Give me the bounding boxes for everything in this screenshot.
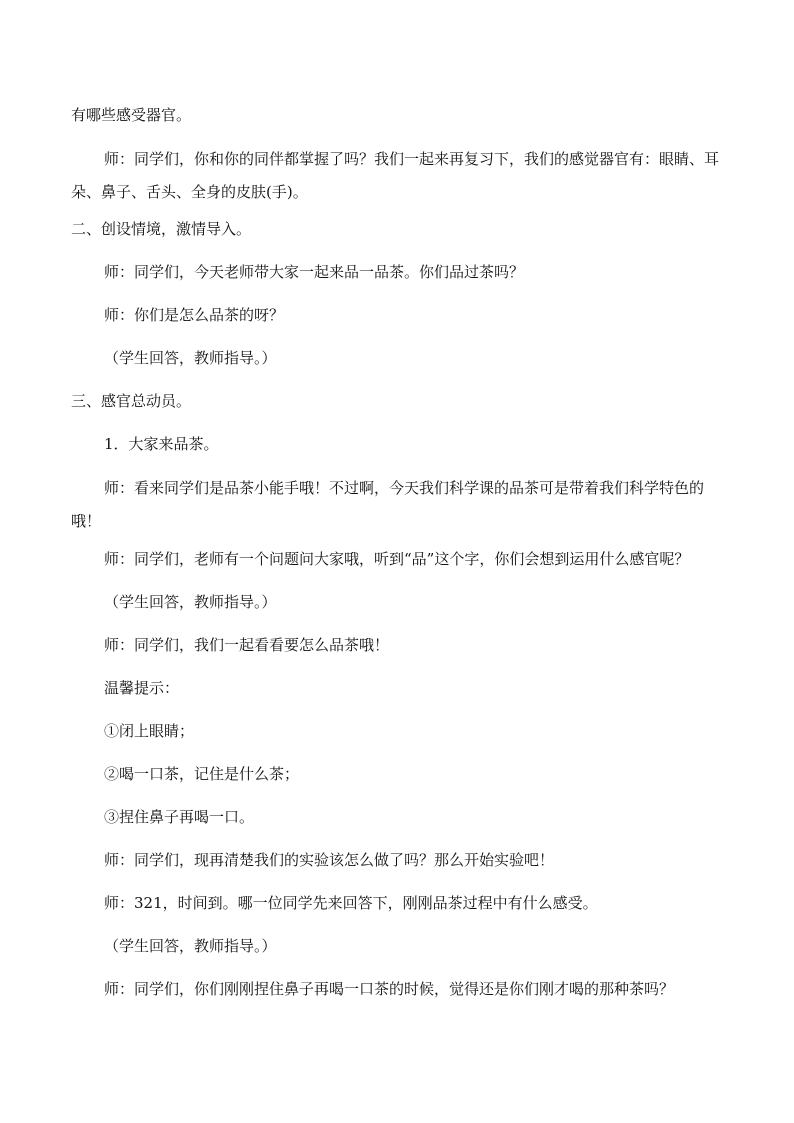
- text-line-19: （学生回答，教师指导。）: [104, 937, 277, 955]
- text-line-6: （学生回答，教师指导。）: [104, 349, 277, 367]
- text-line-5: 师：你们是怎么品茶的呀？: [104, 306, 285, 324]
- subsection-heading-1: 1．大家来品茶。: [104, 435, 219, 453]
- paragraph-tea-science: 师：看来同学们是品茶小能手哦！不过啊，今天我们科学课的品茶可是带着我们科学特色的哦！: [71, 479, 705, 530]
- text-line-4: 师：同学们，今天老师带大家一起来品一品茶。你们品过茶吗？: [104, 263, 525, 281]
- tip-item-1: ①闭上眼睛；: [104, 722, 195, 740]
- text-line-20: 师：同学们，你们刚刚捏住鼻子再喝一口茶的时候，觉得还是你们刚才喝的那种茶吗？: [104, 980, 675, 998]
- text-line-11: （学生回答，教师指导。）: [104, 593, 277, 611]
- text-line-1: 有哪些感受器官。: [71, 106, 192, 124]
- text-line-12: 师：同学们，我们一起看看要怎么品茶哦！: [104, 636, 390, 654]
- text-line-13: 温馨提示：: [104, 679, 180, 697]
- text-line-18: 师：321，时间到。哪一位同学先来回答下，刚刚品茶过程中有什么感受。: [104, 894, 598, 912]
- paragraph-review-senses: 师：同学们，你和你的同伴都掌握了吗？我们一起来再复习下，我们的感觉器官有：眼睛、耳朵、鼻子、舌头、全身的皮肤(手)。: [71, 150, 720, 201]
- section-heading-2: 二、创设情境，激情导入。: [71, 220, 252, 238]
- tip-item-2: ②喝一口茶，记住是什么茶；: [104, 765, 300, 783]
- section-heading-3: 三、感官总动员。: [71, 392, 192, 410]
- text-line-10: 师：同学们，老师有一个问题问大家哦，听到“品”这个字，你们会想到运用什么感官呢？: [104, 550, 690, 568]
- tip-item-3: ③捏住鼻子再喝一口。: [104, 808, 255, 826]
- text-line-17: 师：同学们，现再清楚我们的实验该怎么做了吗？那么开始实验吧！: [104, 851, 555, 869]
